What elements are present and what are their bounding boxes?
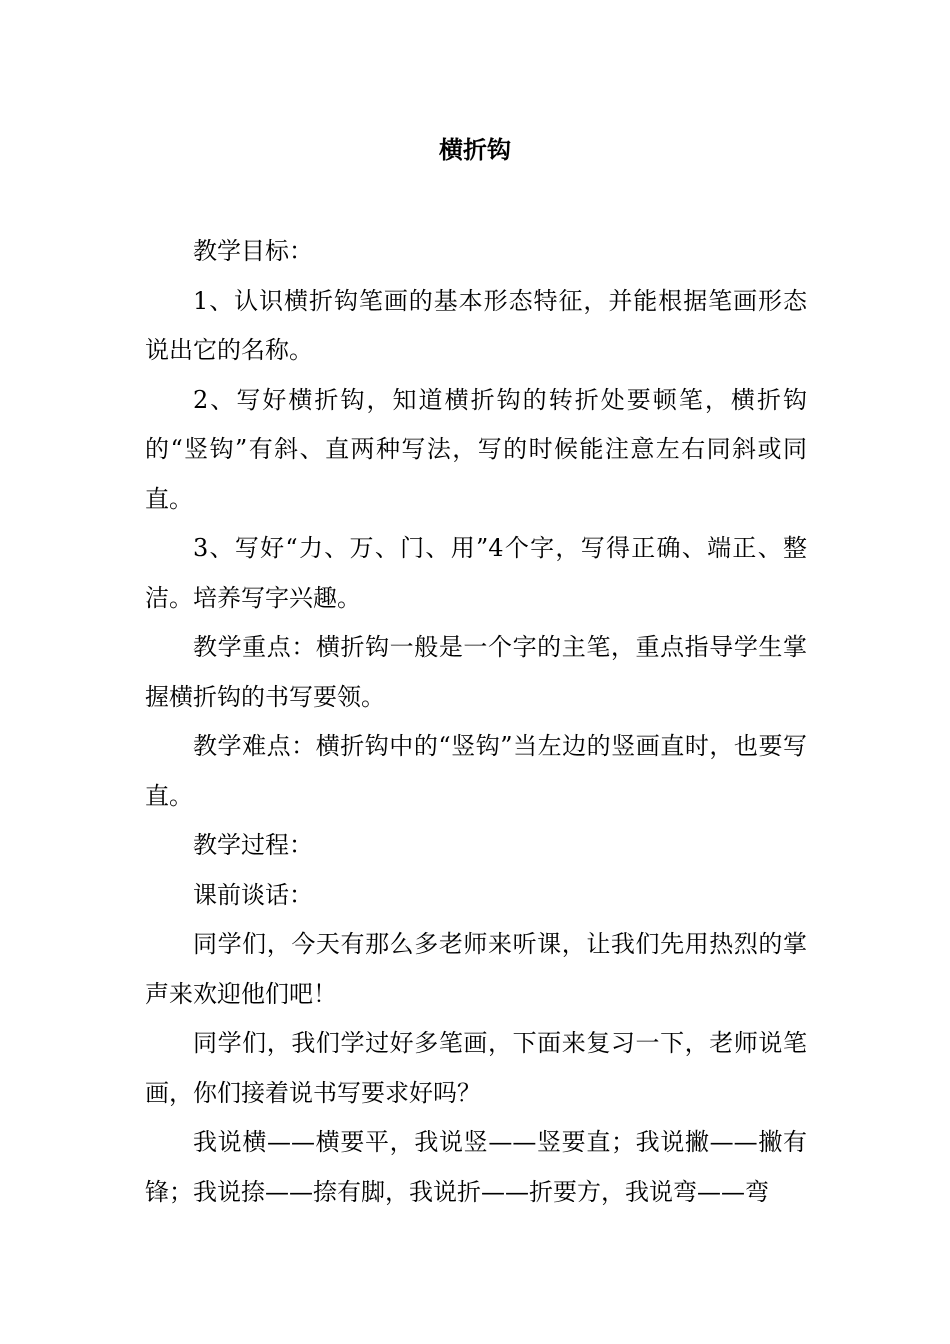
paragraph-process-heading: 教学过程：: [193, 831, 313, 859]
paragraph-stroke-rules: 我说横——横要平，我说竖——竖要直；我说撇——撇有锋；我说捺——捺有脚，我说折——折要方，我说弯——弯: [145, 1128, 807, 1206]
paragraph-objective-1: 1、认识横折钩笔画的基本形态特征，并能根据笔画形态说出它的名称。: [145, 286, 807, 364]
paragraph-pre-class-heading: 课前谈话：: [193, 880, 313, 909]
paragraph-objective-2: 2、写好横折钩，知道横折钩的转折处要顿笔，横折钩的“竖钩”有斜、直两种写法，写的时候能注意左右同斜或同直。: [145, 385, 807, 513]
paragraph-objective-3: 3、写好“力、万、门、用”4个字，写得正确、端正、整洁。培养写字兴趣。: [145, 534, 807, 612]
document-title: 横折钩: [439, 136, 511, 164]
paragraph-review-intro: 同学们，我们学过好多笔画，下面来复习一下，老师说笔画，你们接着说书写要求好吗？: [145, 1029, 807, 1107]
document-body: [145, 227, 807, 1217]
paragraph-greeting: 同学们，今天有那么多老师来听课，让我们先用热烈的掌声来欢迎他们吧！: [145, 930, 807, 1008]
paragraph-difficulty: 教学难点：横折钩中的“竖钩”当左边的竖画直时，也要写直。: [145, 732, 807, 810]
paragraph-objectives-heading: 教学目标：: [193, 237, 313, 265]
paragraph-key-point: 教学重点：横折钩一般是一个字的主笔，重点指导学生掌握横折钩的书写要领。: [145, 633, 807, 711]
